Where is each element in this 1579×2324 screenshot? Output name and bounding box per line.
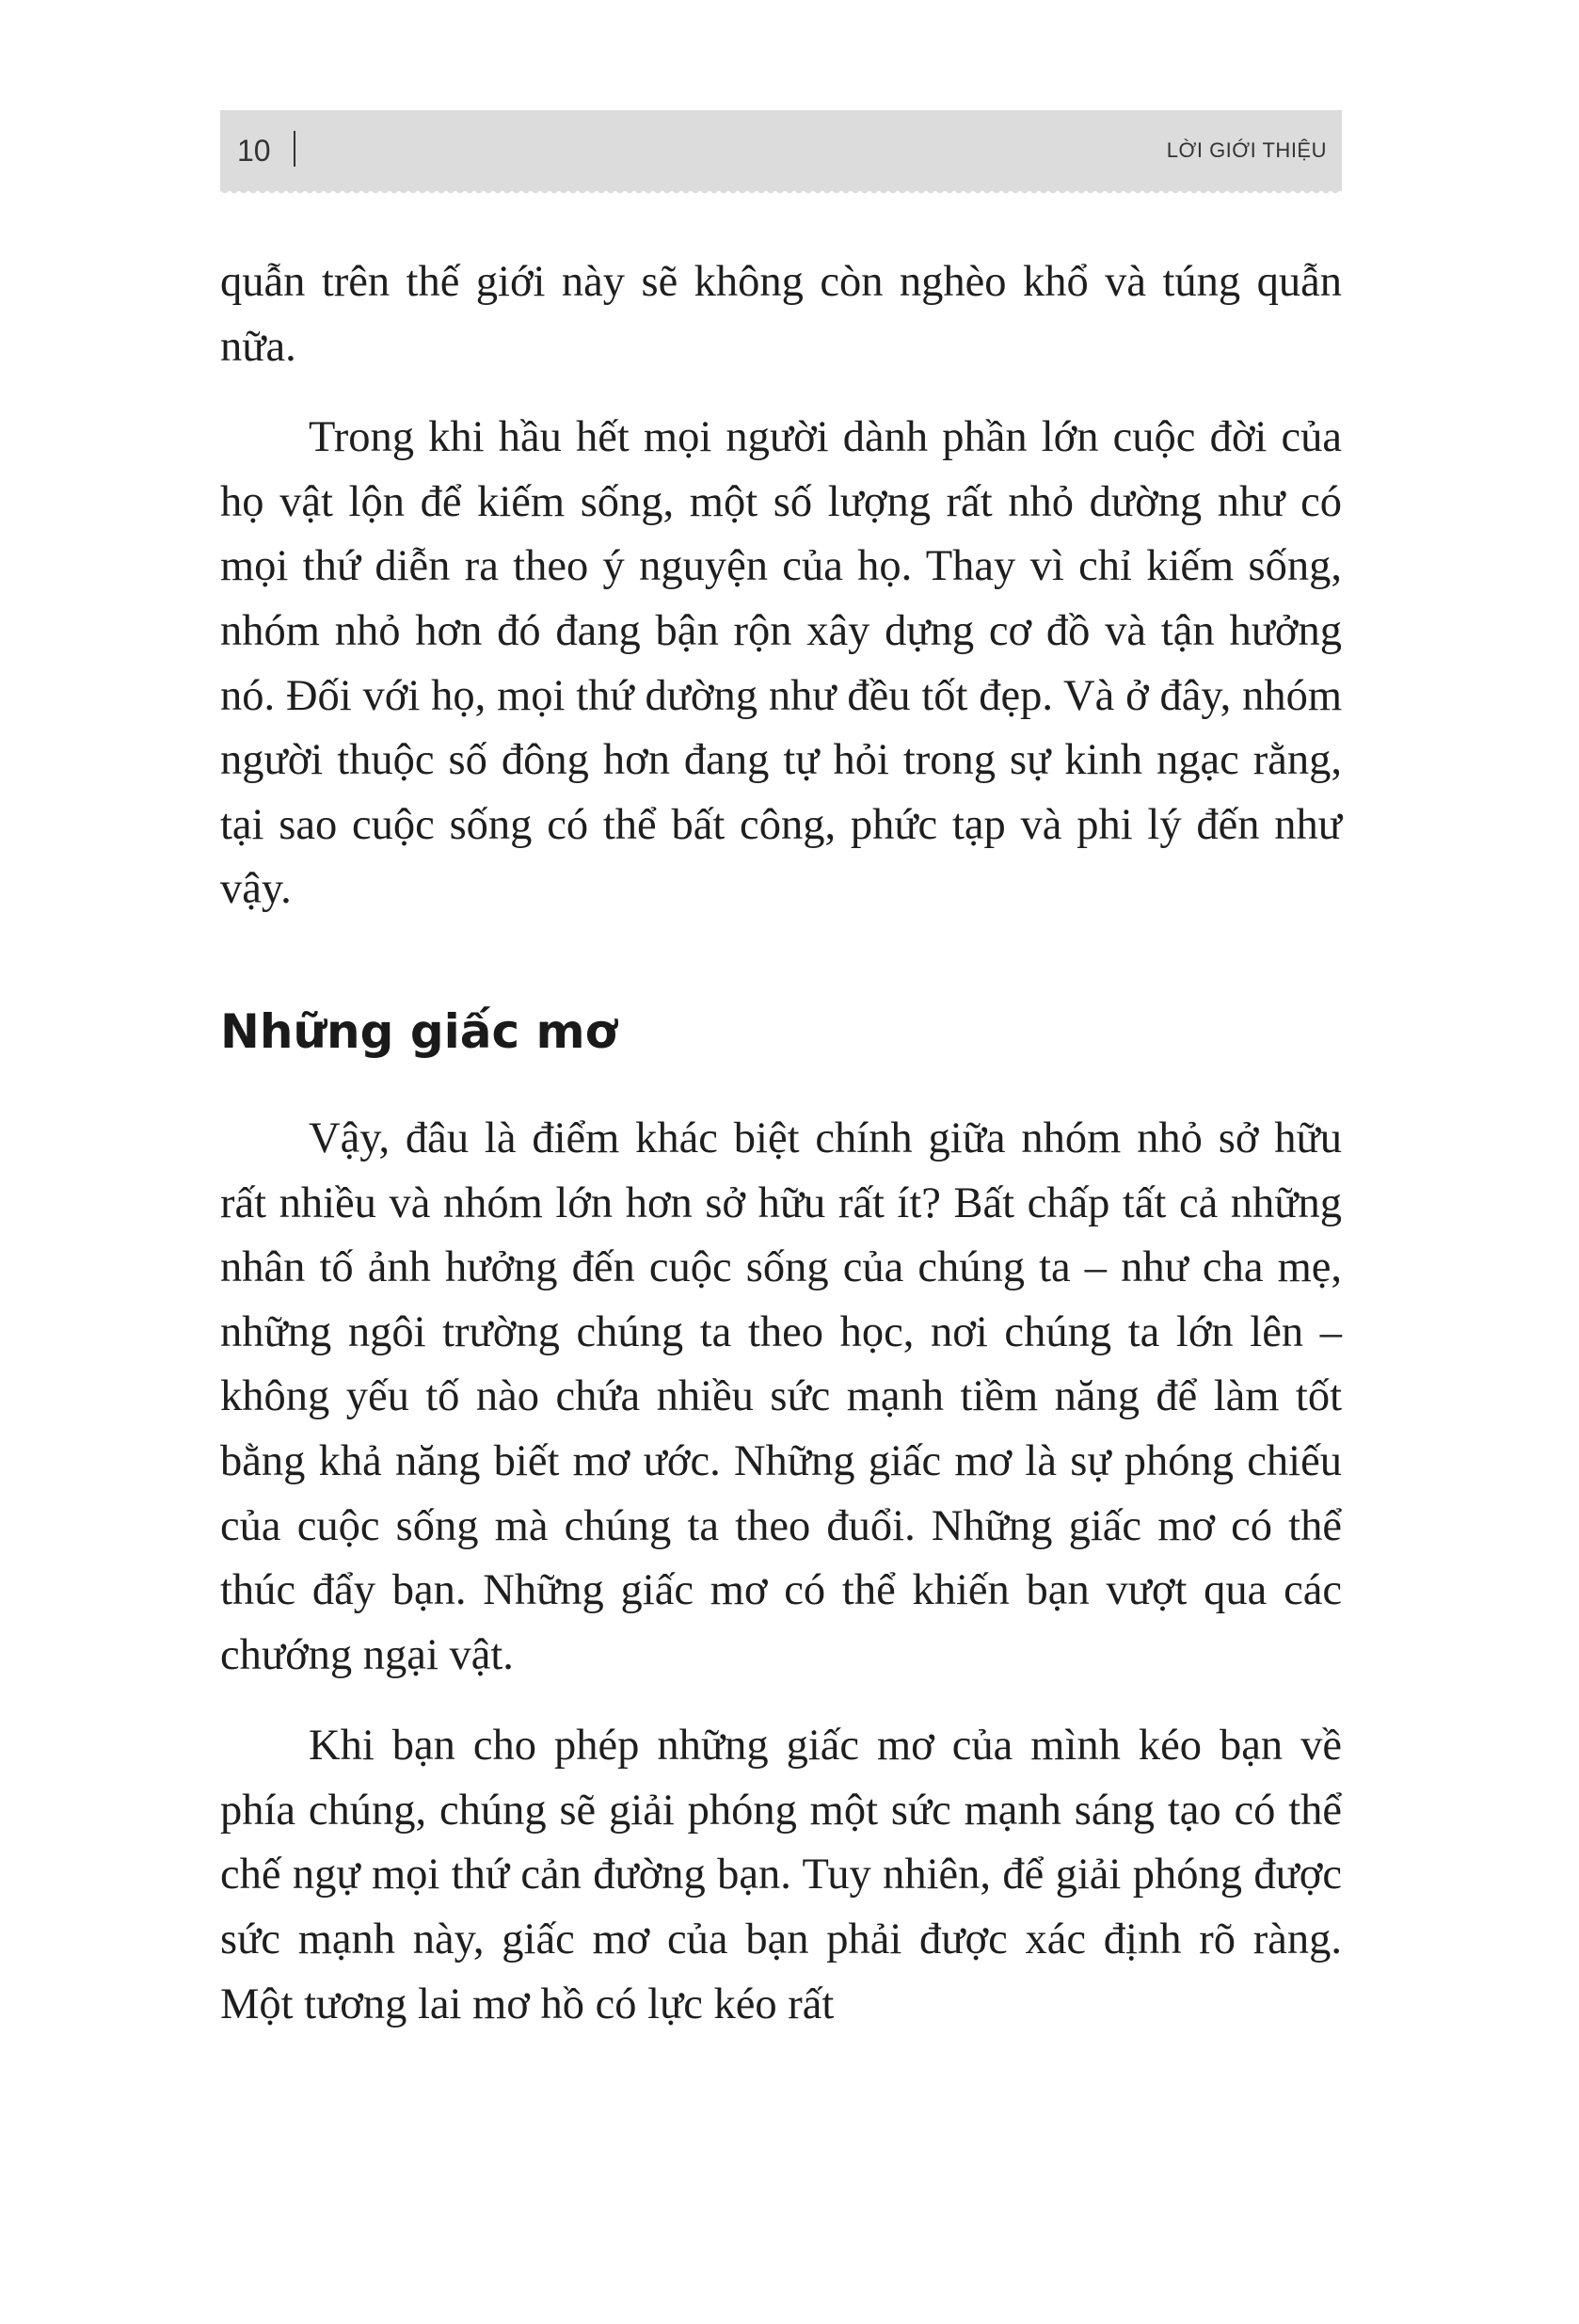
header-divider: [294, 131, 295, 167]
running-title: LỜI GIỚI THIỆU: [1166, 138, 1327, 162]
paragraph: Vậy, đâu là điểm khác biệt chính giữa nhóm nhỏ sở hữu rất nhiều và nhóm lớn hơn sở hữu rất ít? Bất chấp tất cả những nhân tố ảnh hưởng đến cuộc sống của chúng ta – như cha mẹ, những ngôi trường chúng ta theo học, nơi chúng ta lớn lên – không yếu tố nào chứa nhiều sức mạnh tiềm năng để làm tốt bằng khả năng biết mơ ước. Những giấc mơ là sự phóng chiếu của cuộc sống mà chúng ta theo đuổi. Những giấc mơ có thể thúc đẩy bạn. Những giấc mơ có thể khiến bạn vượt qua các chướng ngại vật.: [220, 1114, 1342, 1679]
paragraph: Trong khi hầu hết mọi người dành phần lớn cuộc đời của họ vật lộn để kiếm sống, một số lượng rất nhỏ dường như có mọi thứ diễn ra theo ý nguyện của họ. Thay vì chỉ kiếm sống, nhóm nhỏ hơn đó đang bận rộn xây dựng cơ đồ và tận hưởng nó. Đối với họ, mọi thứ dường như đều tốt đẹp. Và ở đây, nhóm người thuộc số đông hơn đang tự hỏi trong sự kinh ngạc rằng, tại sao cuộc sống có thể bất công, phức tạp và phi lý đến như vậy.: [220, 413, 1342, 914]
paragraph-continuation: quẫn trên thế giới này sẽ không còn nghèo khổ và túng quẫn nữa.: [220, 258, 1342, 371]
page-number: 10: [237, 134, 271, 168]
paragraph: Khi bạn cho phép những giấc mơ của mình kéo bạn về phía chúng, chúng sẽ giải phóng một sức mạnh sáng tạo có thể chế ngự mọi thứ cản đường bạn. Tuy nhiên, để giải phóng được sức mạnh này, giấc mơ của bạn phải được xác định rõ ràng. Một tương lai mơ hồ có lực kéo rất: [220, 1722, 1342, 2028]
section-heading: Những giấc mơ: [220, 1003, 617, 1059]
page-body: [220, 250, 1342, 2037]
page-header: [220, 110, 1342, 191]
